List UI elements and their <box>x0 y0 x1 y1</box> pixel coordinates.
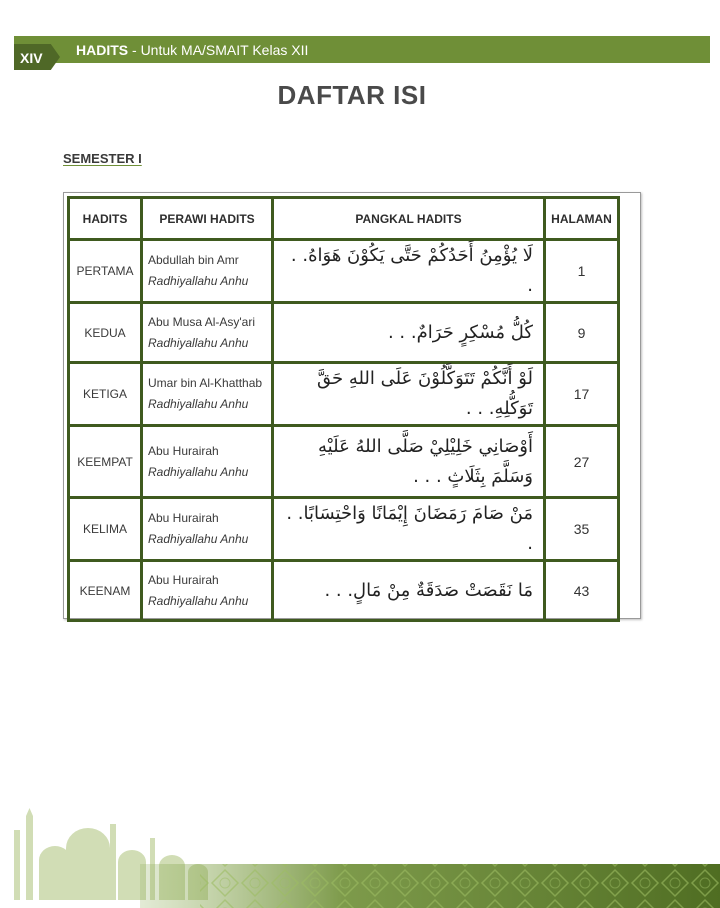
hadith-opening: مَنْ صَامَ رَمَضَانَ إِيْمَانًا وَاحْتِسَابًا. . . <box>273 498 545 561</box>
hadith-opening: لَا يُؤْمِنُ أَحَدُكُمْ حَتَّى يَكُوْنَ هَوَاهُ. . . <box>273 240 545 303</box>
page-ref: 35 <box>545 498 619 561</box>
narrator-name: Abu Hurairah <box>148 443 219 458</box>
page-number: XIV <box>20 50 43 66</box>
narrator-name: Abdullah bin Amr <box>148 253 239 267</box>
hadith-opening: لَوْ أَنَّكُمْ تَتَوَكَّلُوْنَ عَلَى اللهِ حَقَّ تَوَكُّلِهِ. . . <box>273 363 545 426</box>
narrator-note: Radhiyallahu Anhu <box>148 335 249 350</box>
toc-table-frame <box>63 192 641 619</box>
hadith-ordinal: KEDUA <box>69 303 142 363</box>
hadith-ordinal: KEEMPAT <box>69 426 142 498</box>
header-hadits: HADITS <box>69 198 142 240</box>
narrator-cell <box>142 561 273 621</box>
hadith-ordinal: KELIMA <box>69 498 142 561</box>
page-ref: 43 <box>545 561 619 621</box>
hadith-opening: كُلُّ مُسْكِرٍ حَرَامٌ. . . <box>273 303 545 363</box>
narrator-cell <box>142 498 273 561</box>
table-header-row <box>69 198 619 240</box>
running-header <box>76 40 308 60</box>
hadith-ordinal: PERTAMA <box>69 240 142 303</box>
narrator-note: Radhiyallahu Anhu <box>148 532 249 546</box>
table-row <box>69 426 619 498</box>
narrator-cell <box>142 240 273 303</box>
table-row <box>69 240 619 303</box>
book-title: HADITS <box>76 42 129 58</box>
page-title: DAFTAR ISI <box>277 80 427 110</box>
narrator-note: Radhiyallahu Anhu <box>148 464 249 479</box>
narrator-name: Abu Musa Al-Asy'ari <box>148 314 255 329</box>
table-row <box>69 303 619 363</box>
header-halaman: HALAMAN <box>545 198 619 240</box>
header-pangkal: PANGKAL HADITS <box>273 198 545 240</box>
narrator-cell <box>142 363 273 426</box>
narrator-cell <box>142 426 273 498</box>
page-ref: 9 <box>545 303 619 363</box>
hadith-opening: أَوْصَانِي خَلِيْلِيْ صَلَّى اللهُ عَلَيْهِ وَسَلَّمَ بِثَلَاثٍ . . . <box>273 426 545 498</box>
page-ref: 17 <box>545 363 619 426</box>
hadith-opening: مَا نَقَصَتْ صَدَقَةٌ مِنْ مَالٍ. . . <box>273 561 545 621</box>
narrator-note: Radhiyallahu Anhu <box>148 397 249 411</box>
mosque-silhouette-footer <box>0 808 720 908</box>
narrator-note: Radhiyallahu Anhu <box>148 593 249 608</box>
toc-table <box>67 196 620 622</box>
table-row <box>69 561 619 621</box>
section-heading: SEMESTER I <box>63 151 142 166</box>
narrator-name: Umar bin Al-Khatthab <box>148 376 263 390</box>
narrator-name: Abu Hurairah <box>148 572 219 587</box>
hadith-ordinal: KETIGA <box>69 363 142 426</box>
narrator-name: Abu Hurairah <box>148 511 219 525</box>
table-row <box>69 498 619 561</box>
page-ref: 27 <box>545 426 619 498</box>
narrator-note: Radhiyallahu Anhu <box>148 274 249 288</box>
book-subtitle: - Untuk MA/SMAIT Kelas XII <box>128 42 309 58</box>
table-row <box>69 363 619 426</box>
header-perawi: PERAWI HADITS <box>142 198 273 240</box>
page-ref: 1 <box>545 240 619 303</box>
narrator-cell <box>142 303 273 363</box>
hadith-ordinal: KEENAM <box>69 561 142 621</box>
